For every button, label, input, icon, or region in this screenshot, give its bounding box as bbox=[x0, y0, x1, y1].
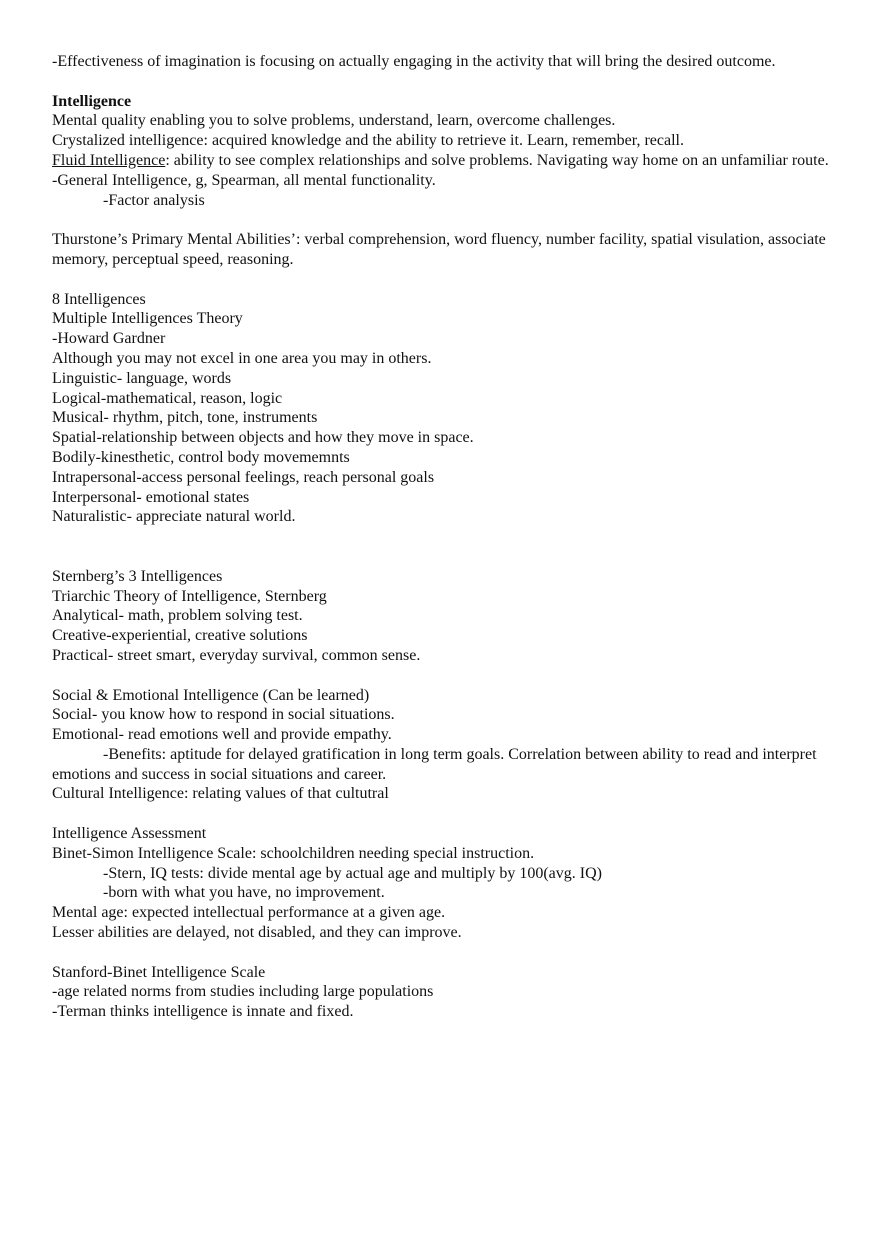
document-page bbox=[52, 52, 842, 1022]
multiple-line: Interpersonal- emotional states bbox=[52, 488, 250, 506]
fluid-intelligence-definition: : ability to see complex relationships and solve problems. Navigating way home on an unfamiliar route. bbox=[165, 151, 829, 169]
assessment-section bbox=[52, 824, 842, 943]
lesser-abilities: Lesser abilities are delayed, not disabled, and they can improve. bbox=[52, 924, 462, 942]
multiple-line: Although you may not excel in one area you may in others. bbox=[52, 349, 432, 367]
sternberg-line: Analytical- math, problem solving test. bbox=[52, 607, 303, 625]
terman-view: -Terman thinks intelligence is innate and fixed. bbox=[52, 1003, 354, 1021]
multiple-line: Logical-mathematical, reason, logic bbox=[52, 389, 283, 407]
social-heading: Social & Emotional Intelligence (Can be learned) bbox=[52, 686, 370, 704]
effectiveness-paragraph: -Effectiveness of imagination is focusing on actually engaging in the activity that will bring the desired outcome. bbox=[52, 53, 776, 70]
multiple-line: Naturalistic- appreciate natural world. bbox=[52, 508, 296, 526]
social-definition: Social- you know how to respond in social situations. bbox=[52, 706, 395, 724]
sternberg-section bbox=[52, 567, 842, 666]
fluid-intelligence-term: Fluid Intelligence bbox=[52, 151, 166, 169]
multiple-line: Musical- rhythm, pitch, tone, instruments bbox=[52, 409, 318, 427]
multiple-line: Bodily-kinesthetic, control body movememnts bbox=[52, 448, 350, 466]
factor-analysis: -Factor analysis bbox=[103, 191, 205, 209]
crystalized-intelligence: Crystalized intelligence: acquired knowledge and the ability to retrieve it. Learn, remember, recall. bbox=[52, 132, 684, 150]
assessment-heading: Intelligence Assessment bbox=[52, 825, 207, 843]
social-emotional-section bbox=[52, 686, 842, 805]
born-with: -born with what you have, no improvement. bbox=[103, 884, 385, 902]
fluid-intelligence bbox=[52, 151, 842, 171]
multiple-line: Multiple Intelligences Theory bbox=[52, 310, 243, 328]
sternberg-line: Triarchic Theory of Intelligence, Sternberg bbox=[52, 587, 327, 605]
intelligence-definition: Mental quality enabling you to solve problems, understand, learn, overcome challenges. bbox=[52, 112, 616, 130]
stanford-section bbox=[52, 963, 842, 1022]
binet-simon-scale: Binet-Simon Intelligence Scale: schoolchildren needing special instruction. bbox=[52, 844, 535, 862]
sternberg-line: Practical- street smart, everyday survival, common sense. bbox=[52, 646, 421, 664]
multiple-line: Intrapersonal-access personal feelings, reach personal goals bbox=[52, 468, 435, 486]
mental-age: Mental age: expected intellectual performance at a given age. bbox=[52, 904, 446, 922]
stern-iq: -Stern, IQ tests: divide mental age by actual age and multiply by 100(avg. IQ) bbox=[103, 864, 602, 882]
thurstone-paragraph: Thurstone’s Primary Mental Abilities’: verbal comprehension, word fluency, number facility, spatial visulation, associate memory, perceptual speed, reasoning. bbox=[52, 231, 826, 268]
multiple-line: Linguistic- language, words bbox=[52, 369, 232, 387]
stanford-heading: Stanford-Binet Intelligence Scale bbox=[52, 963, 266, 981]
multiple-line: Spatial-relationship between objects and how they move in space. bbox=[52, 429, 474, 447]
intelligence-heading: Intelligence bbox=[52, 92, 132, 110]
multiple-line: -Howard Gardner bbox=[52, 330, 166, 348]
sternberg-line: Sternberg’s 3 Intelligences bbox=[52, 567, 223, 585]
cultural-intelligence: Cultural Intelligence: relating values of that cultutral bbox=[52, 785, 389, 803]
general-intelligence: -General Intelligence, g, Spearman, all mental functionality. bbox=[52, 171, 436, 189]
sternberg-line: Creative-experiential, creative solutions bbox=[52, 627, 308, 645]
multiple-intelligences-section bbox=[52, 290, 842, 528]
benefits-paragraph: -Benefits: aptitude for delayed gratification in long term goals. Correlation between ability to read and interpret emotions and success in social situations and career. bbox=[52, 745, 817, 783]
multiple-line: 8 Intelligences bbox=[52, 290, 146, 308]
emotional-definition: Emotional- read emotions well and provide empathy. bbox=[52, 726, 392, 744]
age-norms: -age related norms from studies including large populations bbox=[52, 983, 434, 1001]
